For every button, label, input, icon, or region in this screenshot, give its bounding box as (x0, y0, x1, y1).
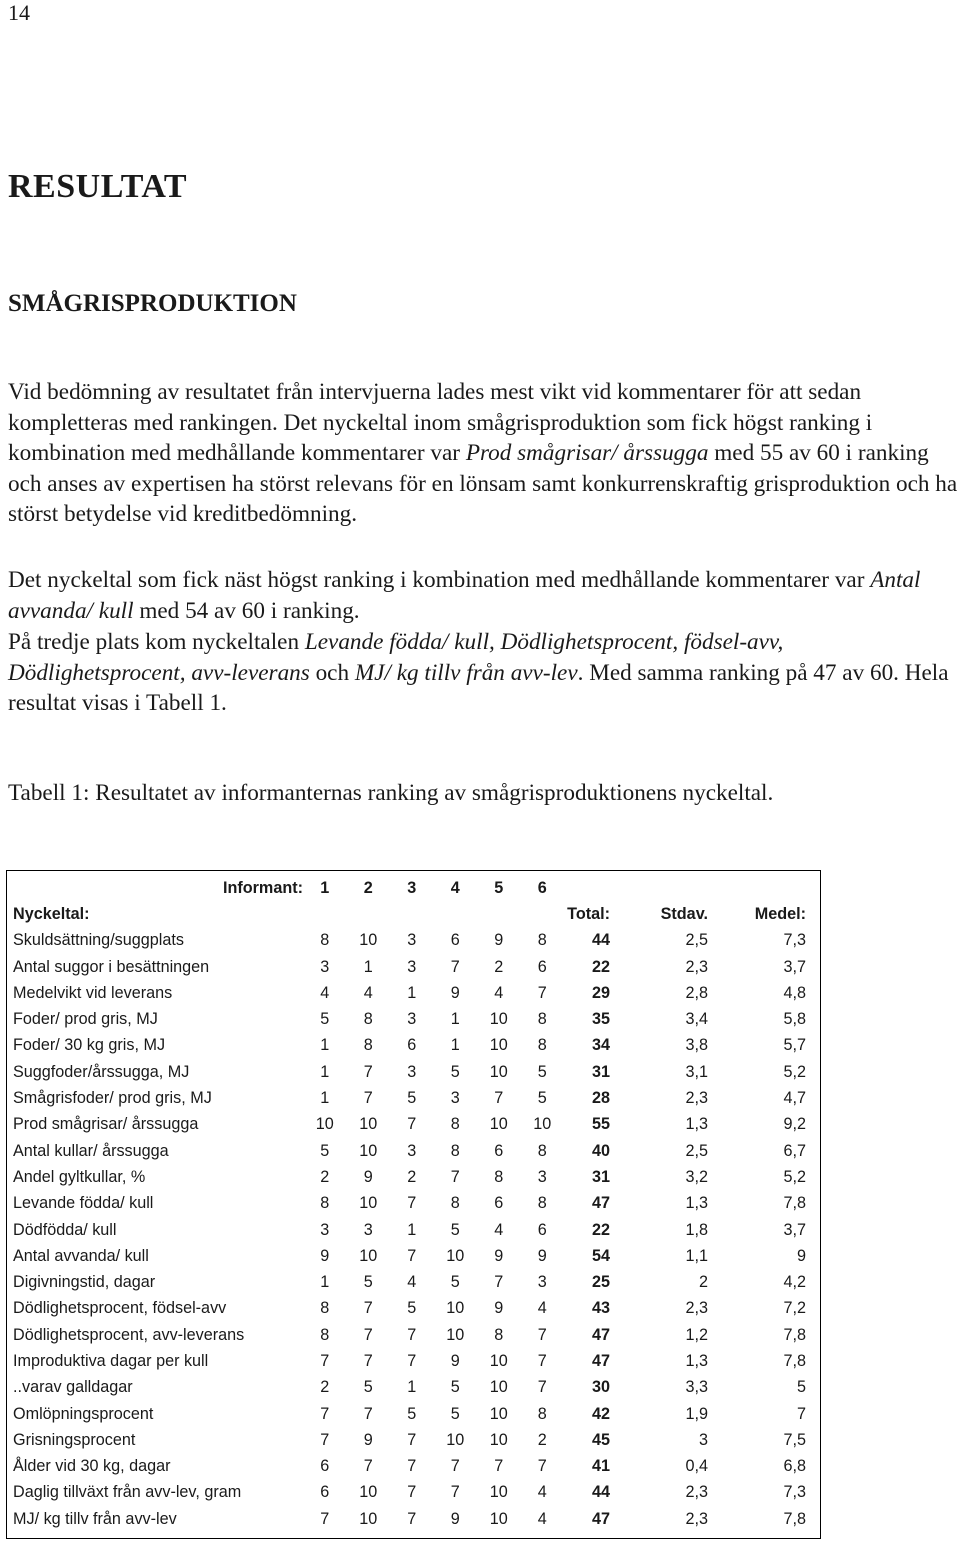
informant-score: 10 (446, 1430, 465, 1449)
total-value: 44 (591, 931, 610, 950)
informant-score: 8 (320, 1299, 330, 1318)
paragraph-2-text-c: med 54 av 60 i ranking. (133, 597, 360, 624)
informant-score: 10 (489, 1036, 508, 1055)
table-row (7, 1085, 806, 1111)
total-value: 31 (591, 1167, 610, 1186)
medel-value: 7,8 (783, 1325, 806, 1344)
table-row (7, 1375, 806, 1401)
nyckeltal-name: ..varav galldagar (13, 1378, 133, 1397)
informant-score: 10 (446, 1246, 465, 1265)
informant-score: 8 (537, 1404, 547, 1423)
nyckeltal-name: Foder/ prod gris, MJ (13, 1010, 158, 1029)
ranking-table-frame (6, 870, 821, 1539)
stdav-value: 1,8 (685, 1220, 708, 1239)
informant-score: 3 (363, 1220, 373, 1239)
informant-score: 7 (363, 1325, 373, 1344)
informant-score: 3 (320, 957, 330, 976)
paragraph-2 (8, 565, 960, 626)
table-row (7, 1454, 806, 1480)
table-row (7, 1191, 806, 1217)
informant-score: 8 (320, 1325, 330, 1344)
ranking-table (7, 875, 806, 1532)
paragraph-1-text-c: med 55 av 60 i ranking och anses av expertisen ha störst relevans för en lönsam samt konkurrenskraftig grisproduktion och ha störst betydelse vid kreditbedömning. (8, 440, 958, 527)
medel-header: Medel: (754, 904, 806, 923)
medel-value: 9 (796, 1246, 806, 1265)
stdav-value: 2,3 (685, 957, 708, 976)
informant-score: 3 (537, 1167, 547, 1186)
informant-score: 10 (489, 1351, 508, 1370)
informant-score: 8 (494, 1325, 504, 1344)
table-row (7, 1348, 806, 1374)
medel-value: 6,7 (783, 1141, 806, 1160)
informant-score: 10 (533, 1115, 552, 1134)
informant-score: 1 (407, 1220, 417, 1239)
informant-score: 7 (363, 1299, 373, 1318)
nyckeltal-name: MJ/ kg tillv från avv-lev (13, 1509, 177, 1528)
informant-score: 6 (537, 1220, 547, 1239)
total-value: 22 (591, 1220, 610, 1239)
informant-label: Informant: (222, 878, 303, 897)
paragraph-3-emphasis-2: MJ/ kg tillv från avv-lev (354, 659, 578, 686)
paragraph-3-text-e: . Med samma ranking på 47 av 60. Hela resultat visas i Tabell 1. (8, 659, 949, 716)
table-row (7, 1138, 806, 1164)
informant-score: 3 (407, 1062, 417, 1081)
nyckeltal-name: Dödlighetsprocent, födsel-avv (13, 1299, 227, 1318)
stdav-value: 3,1 (685, 1062, 708, 1081)
informant-score: 10 (489, 1404, 508, 1423)
informant-score: 8 (537, 1141, 547, 1160)
medel-value: 9,2 (783, 1115, 806, 1134)
informant-score: 4 (363, 983, 373, 1002)
total-value: 55 (591, 1115, 610, 1134)
informant-score: 5 (407, 1404, 417, 1423)
informant-score: 1 (320, 1273, 330, 1292)
informant-score: 8 (450, 1115, 460, 1134)
informant-number: 1 (320, 878, 330, 897)
total-value: 29 (591, 983, 610, 1002)
informant-score: 7 (450, 1457, 460, 1476)
informant-score: 7 (450, 1483, 460, 1502)
informant-score: 7 (537, 983, 547, 1002)
informant-score: 4 (537, 1299, 547, 1318)
informant-score: 5 (450, 1378, 460, 1397)
informant-score: 4 (320, 983, 330, 1002)
informant-score: 8 (537, 1010, 547, 1029)
stdav-value: 2,8 (685, 983, 708, 1002)
informant-score: 7 (320, 1430, 330, 1449)
informant-score: 6 (320, 1457, 330, 1476)
informant-score: 7 (363, 1089, 373, 1108)
stdav-value: 2,3 (685, 1299, 708, 1318)
informant-score: 9 (494, 1246, 504, 1265)
informant-score: 7 (494, 1089, 504, 1108)
informant-score: 5 (537, 1062, 547, 1081)
informant-score: 9 (363, 1430, 373, 1449)
informant-score: 9 (494, 931, 504, 950)
stdav-value: 1,3 (685, 1194, 708, 1213)
medel-value: 7,2 (783, 1299, 806, 1318)
informant-score: 4 (537, 1509, 547, 1528)
informant-score: 9 (537, 1246, 547, 1265)
stdav-value: 2,5 (685, 1141, 708, 1160)
informant-score: 5 (537, 1089, 547, 1108)
informant-score: 2 (320, 1167, 330, 1186)
informant-score: 10 (489, 1010, 508, 1029)
informant-score: 4 (494, 1220, 504, 1239)
informant-score: 3 (450, 1089, 460, 1108)
medel-value: 5,2 (783, 1167, 806, 1186)
column-header-row (7, 901, 806, 927)
stdav-value: 3,4 (685, 1010, 708, 1029)
informant-score: 6 (320, 1483, 330, 1502)
table-row (7, 1217, 806, 1243)
medel-value: 4,8 (783, 983, 806, 1002)
stdav-value: 1,1 (685, 1246, 708, 1265)
informant-score: 3 (407, 1010, 417, 1029)
nyckeltal-name: Digivningstid, dagar (13, 1273, 156, 1292)
informant-score: 10 (489, 1509, 508, 1528)
subsection-heading: SMÅGRISPRODUKTION (8, 290, 297, 317)
informant-score: 4 (494, 983, 504, 1002)
informant-score: 9 (494, 1299, 504, 1318)
informant-score: 6 (537, 957, 547, 976)
informant-score: 1 (407, 1378, 417, 1397)
informant-score: 5 (407, 1089, 417, 1108)
stdav-value: 1,3 (685, 1351, 708, 1370)
informant-score: 9 (320, 1246, 330, 1265)
informant-score: 5 (450, 1062, 460, 1081)
table-caption: Tabell 1: Resultatet av informanternas ranking av smågrisproduktionens nyckeltal. (8, 780, 774, 806)
informant-number: 3 (407, 878, 417, 897)
paragraph-1 (8, 377, 960, 530)
informant-score: 7 (320, 1509, 330, 1528)
informant-score: 10 (446, 1325, 465, 1344)
stdav-value: 3,2 (685, 1167, 708, 1186)
informant-score: 5 (320, 1141, 330, 1160)
page-number: 14 (8, 0, 30, 25)
informant-number: 6 (537, 878, 547, 897)
informant-score: 7 (363, 1457, 373, 1476)
total-value: 28 (591, 1089, 610, 1108)
informant-score: 7 (407, 1509, 417, 1528)
informant-score: 8 (537, 931, 547, 950)
medel-value: 6,8 (783, 1457, 806, 1476)
informant-score: 1 (320, 1036, 330, 1055)
informant-score: 10 (359, 1246, 378, 1265)
table-row (7, 1243, 806, 1269)
informant-score: 7 (407, 1115, 417, 1134)
informant-score: 7 (537, 1457, 547, 1476)
nyckeltal-name: Antal suggor i besättningen (13, 957, 210, 976)
informant-score: 7 (450, 1167, 460, 1186)
informant-score: 1 (320, 1062, 330, 1081)
nyckeltal-name: Antal avvanda/ kull (13, 1246, 149, 1265)
stdav-value: 2,3 (685, 1483, 708, 1502)
informant-score: 7 (407, 1325, 417, 1344)
paragraph-2-emphasis: Antal avvanda/ kull (8, 567, 921, 624)
table-row (7, 1164, 806, 1190)
informant-score: 1 (407, 983, 417, 1002)
table-row (7, 1480, 806, 1506)
informant-score: 8 (363, 1036, 373, 1055)
nyckeltal-name: Antal kullar/ årssugga (13, 1141, 169, 1160)
table-row (7, 1427, 806, 1453)
informant-score: 7 (363, 1404, 373, 1423)
informant-score: 2 (407, 1167, 417, 1186)
informant-score: 7 (537, 1378, 547, 1397)
stdav-header: Stdav. (660, 904, 708, 923)
informant-score: 5 (320, 1010, 330, 1029)
medel-value: 4,7 (783, 1089, 806, 1108)
stdav-value: 0,4 (685, 1457, 708, 1476)
paragraph-3-text-a: På tredje plats kom nyckeltalen (8, 629, 305, 655)
informant-score: 10 (489, 1430, 508, 1449)
informant-score: 6 (494, 1141, 504, 1160)
total-value: 47 (591, 1194, 610, 1213)
informant-score: 10 (359, 1194, 378, 1213)
total-value: 35 (591, 1010, 610, 1029)
informant-score: 1 (320, 1089, 330, 1108)
medel-value: 7,3 (783, 1483, 806, 1502)
informant-score: 10 (489, 1115, 508, 1134)
informant-score: 8 (537, 1036, 547, 1055)
informant-score: 8 (363, 1010, 373, 1029)
total-value: 45 (591, 1430, 610, 1449)
stdav-value: 2 (698, 1273, 708, 1292)
table-row (7, 1006, 806, 1032)
stdav-value: 2,3 (685, 1509, 708, 1528)
total-value: 22 (591, 957, 610, 976)
nyckeltal-name: Prod smågrisar/ årssugga (13, 1115, 199, 1134)
stdav-value: 1,2 (685, 1325, 708, 1344)
informant-score: 10 (359, 1509, 378, 1528)
informant-score: 1 (450, 1010, 460, 1029)
total-value: 47 (591, 1325, 610, 1344)
informant-score: 10 (359, 1483, 378, 1502)
informant-score: 8 (450, 1141, 460, 1160)
stdav-value: 2,3 (685, 1089, 708, 1108)
medel-value: 5,8 (783, 1010, 806, 1029)
table-row (7, 1506, 806, 1532)
informant-score: 5 (450, 1220, 460, 1239)
informant-score: 5 (450, 1273, 460, 1292)
total-value: 34 (591, 1036, 610, 1055)
total-value: 31 (591, 1062, 610, 1081)
table-row (7, 954, 806, 980)
informant-score: 7 (407, 1430, 417, 1449)
informant-score: 10 (489, 1483, 508, 1502)
table-row (7, 1401, 806, 1427)
paragraph-3-text-c: och (309, 659, 355, 686)
table-row (7, 980, 806, 1006)
informant-score: 7 (537, 1351, 547, 1370)
informant-score: 6 (494, 1194, 504, 1213)
paragraph-1-emphasis: Prod smågrisar/ årssugga (465, 440, 709, 466)
informant-score: 1 (450, 1036, 460, 1055)
informant-score: 8 (537, 1194, 547, 1213)
medel-value: 7,3 (783, 931, 806, 950)
medel-value: 7,8 (783, 1194, 806, 1213)
informant-score: 10 (359, 1141, 378, 1160)
nyckeltal-name: Ålder vid 30 kg, dagar (13, 1457, 171, 1476)
stdav-value: 3 (698, 1430, 708, 1449)
medel-value: 5,2 (783, 1062, 806, 1081)
informant-score: 9 (450, 1509, 460, 1528)
informant-score: 3 (320, 1220, 330, 1239)
informant-score: 7 (450, 957, 460, 976)
nyckeltal-name: Skuldsättning/suggplats (13, 931, 184, 950)
medel-value: 5,7 (783, 1036, 806, 1055)
informant-score: 3 (407, 957, 417, 976)
informant-score: 3 (407, 1141, 417, 1160)
stdav-value: 3,3 (685, 1378, 708, 1397)
medel-value: 7,8 (783, 1509, 806, 1528)
nyckeltal-name: Medelvikt vid leverans (13, 983, 173, 1002)
informant-score: 7 (407, 1351, 417, 1370)
nyckeltal-name: Grisningsprocent (13, 1430, 136, 1449)
informant-score: 7 (320, 1404, 330, 1423)
informant-number: 4 (450, 878, 460, 897)
informant-score: 9 (363, 1167, 373, 1186)
table-row (7, 1296, 806, 1322)
table-row (7, 928, 806, 954)
table-row (7, 1033, 806, 1059)
informant-score: 8 (450, 1194, 460, 1213)
total-value: 43 (591, 1299, 610, 1318)
informant-score: 7 (537, 1325, 547, 1344)
nyckeltal-name: Levande födda/ kull (13, 1194, 154, 1213)
nyckeltal-name: Smågrisfoder/ prod gris, MJ (13, 1089, 212, 1108)
total-value: 42 (591, 1404, 610, 1423)
informant-score: 2 (537, 1430, 547, 1449)
informant-score: 9 (450, 1351, 460, 1370)
medel-value: 7,8 (783, 1351, 806, 1370)
table-row (7, 1059, 806, 1085)
informant-score: 10 (489, 1378, 508, 1397)
informant-score: 10 (359, 1115, 378, 1134)
nyckeltal-name: Omlöpningsprocent (13, 1404, 154, 1423)
informant-score: 10 (315, 1115, 334, 1134)
nyckeltal-name: Foder/ 30 kg gris, MJ (13, 1036, 166, 1055)
nyckeltal-name: Dödlighetsprocent, avv-leverans (13, 1325, 245, 1344)
informant-score: 7 (407, 1483, 417, 1502)
stdav-value: 3,8 (685, 1036, 708, 1055)
informant-score: 7 (494, 1273, 504, 1292)
total-value: 44 (591, 1483, 610, 1502)
nyckeltal-name: Dödfödda/ kull (13, 1220, 117, 1239)
stdav-value: 2,5 (685, 931, 708, 950)
total-value: 30 (591, 1378, 610, 1397)
informant-header-row (7, 875, 806, 901)
nyckeltal-label: Nyckeltal: (13, 904, 90, 923)
total-value: 25 (591, 1273, 610, 1292)
table-row (7, 1112, 806, 1138)
informant-score: 9 (450, 983, 460, 1002)
informant-score: 8 (494, 1167, 504, 1186)
informant-score: 7 (407, 1194, 417, 1213)
informant-number: 2 (363, 878, 373, 897)
informant-score: 7 (363, 1351, 373, 1370)
medel-value: 3,7 (783, 1220, 806, 1239)
informant-score: 5 (407, 1299, 417, 1318)
medel-value: 7 (796, 1404, 806, 1423)
informant-score: 4 (537, 1483, 547, 1502)
total-value: 47 (591, 1351, 610, 1370)
informant-score: 2 (494, 957, 504, 976)
nyckeltal-name: Daglig tillväxt från avv-lev, gram (13, 1483, 242, 1502)
nyckeltal-name: Suggfoder/årssugga, MJ (13, 1062, 190, 1081)
informant-score: 3 (407, 931, 417, 950)
informant-number: 5 (494, 878, 504, 897)
informant-score: 5 (363, 1378, 373, 1397)
paragraph-3-emphasis-1: Levande födda/ kull, Dödlighetsprocent, födsel-avv, Dödlighetsprocent, avv-leverans (8, 629, 784, 686)
informant-score: 5 (363, 1273, 373, 1292)
informant-score: 7 (407, 1457, 417, 1476)
total-header: Total: (567, 904, 610, 923)
medel-value: 7,5 (783, 1430, 806, 1449)
nyckeltal-name: Improduktiva dagar per kull (13, 1351, 209, 1370)
paragraph-1-text-a: Vid bedömning av resultatet från intervjuerna lades mest vikt vid kommentarer för att sedan kompletteras med rankingen. Det nyckeltal inom smågrisproduktion som fick högst ranking i kombination med medhållande kommentarer var (8, 379, 873, 466)
informant-score: 8 (320, 931, 330, 950)
informant-score: 10 (446, 1299, 465, 1318)
informant-score: 4 (407, 1273, 417, 1292)
informant-score: 2 (320, 1378, 330, 1397)
informant-score: 7 (320, 1351, 330, 1370)
informant-score: 3 (537, 1273, 547, 1292)
nyckeltal-name: Andel gyltkullar, % (13, 1167, 146, 1186)
paragraph-2-text-a: Det nyckeltal som fick näst högst ranking i kombination med medhållande kommentarer var (8, 567, 871, 593)
informant-score: 8 (320, 1194, 330, 1213)
informant-score: 10 (489, 1062, 508, 1081)
paragraph-3 (8, 627, 960, 719)
total-value: 47 (591, 1509, 610, 1528)
total-value: 40 (591, 1141, 610, 1160)
stdav-value: 1,3 (685, 1115, 708, 1134)
informant-score: 6 (450, 931, 460, 950)
section-heading: RESULTAT (8, 168, 188, 205)
informant-score: 10 (359, 931, 378, 950)
informant-score: 6 (407, 1036, 417, 1055)
stdav-value: 1,9 (685, 1404, 708, 1423)
informant-score: 1 (363, 957, 373, 976)
medel-value: 3,7 (783, 957, 806, 976)
informant-score: 7 (494, 1457, 504, 1476)
informant-score: 7 (407, 1246, 417, 1265)
medel-value: 4,2 (783, 1273, 806, 1292)
total-value: 54 (591, 1246, 610, 1265)
table-row (7, 1269, 806, 1295)
medel-value: 5 (796, 1378, 806, 1397)
table-row (7, 1322, 806, 1348)
ranking-table-body (7, 875, 806, 1532)
informant-score: 5 (450, 1404, 460, 1423)
total-value: 41 (591, 1457, 610, 1476)
informant-score: 7 (363, 1062, 373, 1081)
